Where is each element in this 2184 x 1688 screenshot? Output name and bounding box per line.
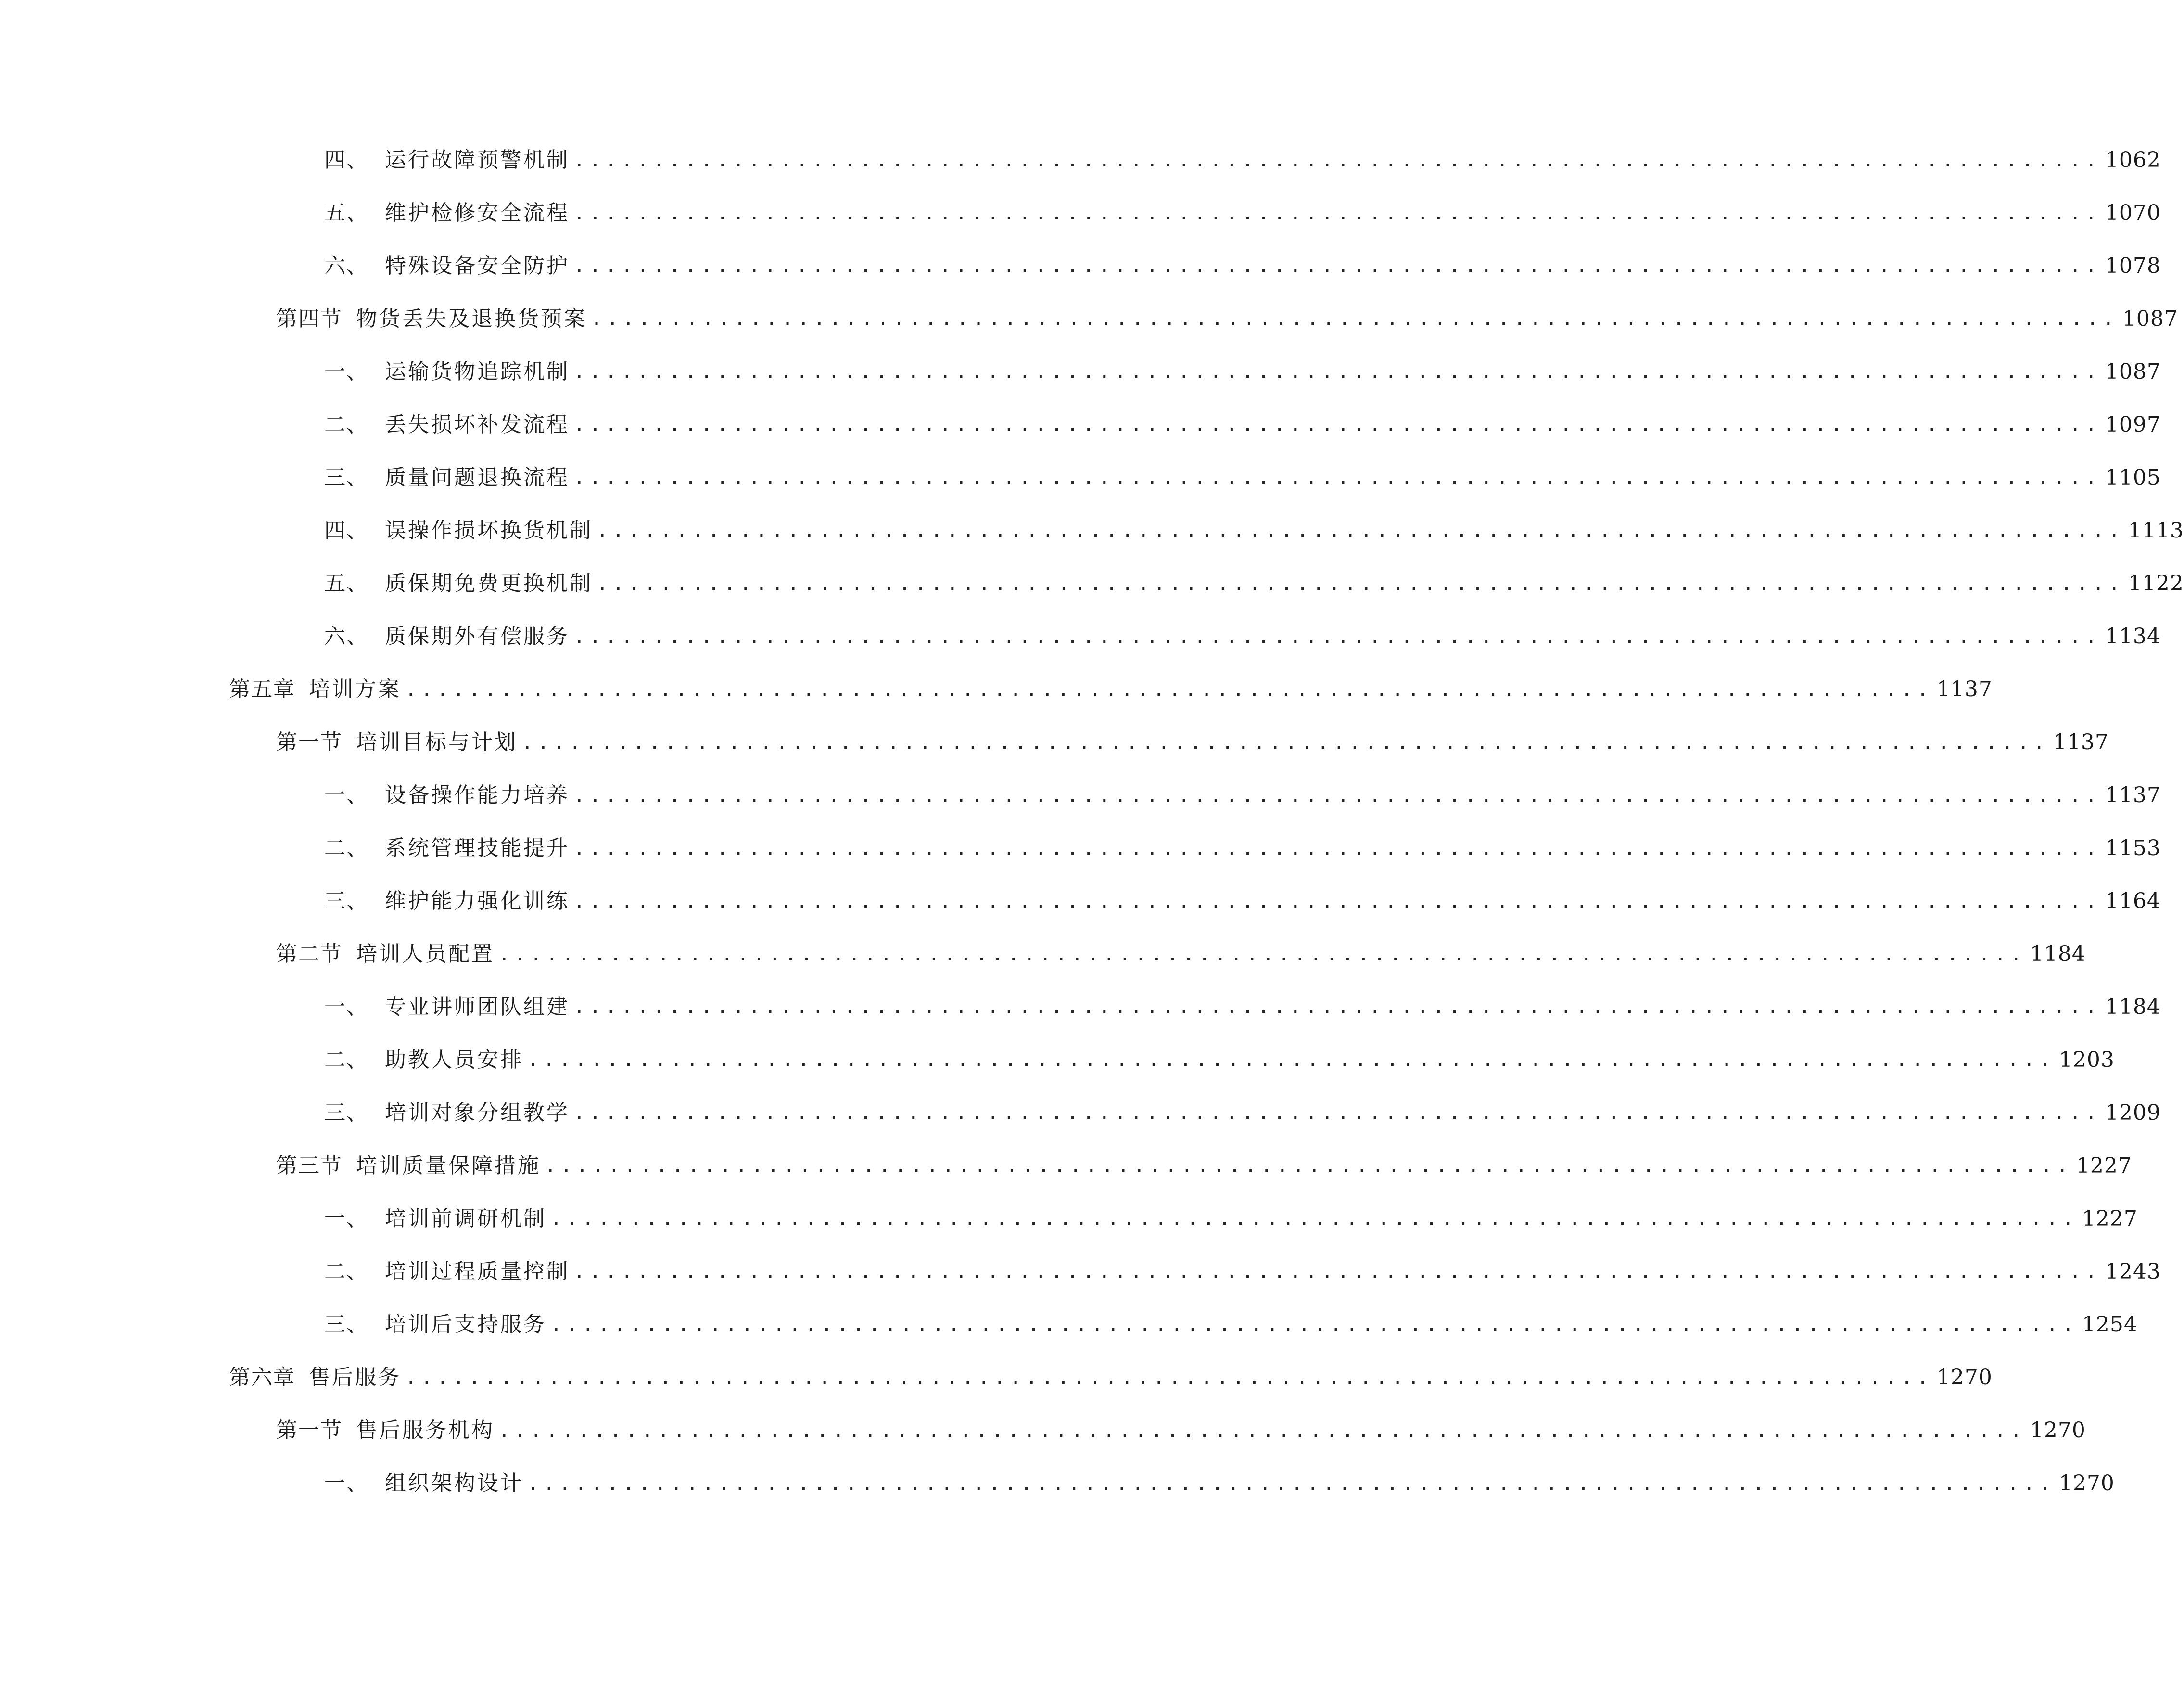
dot-leader: ................................................................................................ [597,520,2124,542]
toc-entry-number: 一、 [324,359,368,384]
toc-entry-page: 1243 [2105,1259,2161,1284]
toc-entry-page: 1227 [2076,1153,2132,1178]
toc-entry[interactable] [324,512,2184,550]
toc-entry-page: 1184 [2105,995,2161,1019]
toc-entry[interactable] [324,1464,2115,1503]
toc-entry-page: 1227 [2082,1206,2138,1231]
dot-leader: ................................................................................................ [573,890,2101,912]
toc-entry[interactable] [276,1411,2086,1450]
toc-entry[interactable] [276,935,2086,973]
toc-entry-page: 1254 [2082,1312,2138,1337]
toc-entry-page: 1270 [1936,1365,1993,1390]
toc-entry-page: 1078 [2105,254,2161,278]
toc-entry[interactable] [276,723,2109,762]
toc-entry[interactable] [324,1253,2161,1291]
toc-entry-title: 运输货物追踪机制 [385,359,570,384]
dot-leader: ................................................................................................ [573,996,2101,1018]
dot-leader: ................................................................................................ [573,149,2101,171]
toc-entry[interactable] [324,1305,2138,1344]
toc-entry-number: 第二节 [276,942,343,966]
toc-entry-number: 三、 [324,1100,368,1125]
toc-entry-page: 1105 [2105,465,2161,490]
dot-leader: ................................................................................................ [545,1155,2072,1177]
toc-entry-number: 二、 [324,836,368,860]
toc-entry-title: 助教人员安排 [385,1048,523,1072]
toc-entry-title: 培训目标与计划 [356,730,518,754]
toc-entry-number: 第四节 [276,307,343,331]
dot-leader: ................................................................................................ [573,837,2101,859]
toc-entry-page: 1122 [2128,571,2184,596]
toc-entry-number: 二、 [324,1259,368,1284]
toc-entry-page: 1209 [2105,1100,2161,1125]
toc-entry-number: 第五章 [229,677,295,702]
toc-entry[interactable] [324,353,2161,391]
toc-entry-page: 1153 [2105,836,2161,860]
toc-entry-page: 1137 [2053,730,2109,754]
toc-entry-title: 特殊设备安全防护 [385,254,570,278]
toc-entry-page: 1134 [2105,624,2161,649]
toc-entry-page: 1087 [2122,307,2178,331]
toc-entry-number: 四、 [324,518,368,543]
toc-entry-title: 维护能力强化训练 [385,889,570,913]
toc-entry-title: 培训对象分组教学 [385,1100,570,1125]
toc-entry[interactable] [229,1358,1993,1397]
toc-entry-number: 第一节 [276,730,343,754]
dot-leader: ................................................................................................ [527,1472,2055,1495]
toc-entry-page: 1137 [2105,783,2161,807]
toc-entry-title: 物货丢失及退换货预案 [356,307,587,331]
dot-leader: ................................................................................................ [573,1102,2101,1124]
toc-entry[interactable] [324,1200,2138,1238]
toc-entry-number: 三、 [324,1312,368,1337]
dot-leader: ................................................................................................ [405,1367,1933,1389]
toc-entry-number: 六、 [324,624,368,649]
dot-leader: ................................................................................................ [521,731,2049,754]
toc-entry-title: 维护检修安全流程 [385,201,570,225]
toc-entry-number: 六、 [324,254,368,278]
toc-entry[interactable] [324,406,2161,444]
toc-entry-number: 一、 [324,995,368,1019]
toc-entry[interactable] [276,300,2178,338]
toc-entry[interactable] [324,776,2161,815]
toc-entry-title: 培训后支持服务 [385,1312,546,1337]
toc-entry[interactable] [324,1094,2161,1132]
toc-entry-page: 1137 [1936,677,1993,702]
toc-entry[interactable] [324,194,2161,232]
dot-leader: ................................................................................................ [573,1261,2101,1283]
dot-leader: ................................................................................................ [573,784,2101,806]
dot-leader: ................................................................................................ [573,202,2101,224]
toc-entry-title: 售后服务机构 [356,1418,495,1443]
dot-leader: ................................................................................................ [573,467,2101,489]
toc-entry-number: 一、 [324,783,368,807]
toc-entry-page: 1270 [2058,1471,2115,1496]
toc-entry-title: 培训过程质量控制 [385,1259,570,1284]
dot-leader: ................................................................................................ [498,1419,2026,1442]
toc-entry[interactable] [324,141,2161,179]
dot-leader: ................................................................................................ [498,943,2026,965]
toc-entry-page: 1203 [2058,1048,2115,1072]
toc-entry-title: 组织架构设计 [385,1471,523,1496]
toc-entry-number: 五、 [324,571,368,596]
toc-entry-number: 第六章 [229,1365,295,1390]
dot-leader: ................................................................................................ [550,1314,2078,1336]
toc-entry[interactable] [324,564,2184,603]
toc-entry-page: 1070 [2105,201,2161,225]
toc-entry-title: 培训人员配置 [356,942,495,966]
dot-leader: ................................................................................................ [573,414,2101,436]
toc-entry-page: 1164 [2105,889,2161,913]
toc-entry-page: 1097 [2105,412,2161,437]
toc-entry-page: 1113 [2128,518,2184,543]
dot-leader: ................................................................................................ [527,1049,2055,1071]
toc-entry-number: 四、 [324,148,368,172]
toc-entry-title: 系统管理技能提升 [385,836,570,860]
toc-entry-title: 误操作损坏换货机制 [385,518,593,543]
dot-leader: ................................................................................................ [550,1208,2078,1230]
toc-entry[interactable] [324,247,2161,285]
toc-entry-number: 三、 [324,889,368,913]
toc-entry-number: 二、 [324,412,368,437]
toc-entry-page: 1062 [2105,148,2161,172]
toc-entry-title: 丢失损坏补发流程 [385,412,570,437]
toc-entry-title: 运行故障预警机制 [385,148,570,172]
dot-leader: ................................................................................................ [573,255,2101,277]
toc-entry[interactable] [324,459,2161,497]
toc-entry-page: 1087 [2105,359,2161,384]
toc-entry[interactable] [324,1041,2115,1079]
toc-entry-title: 培训前调研机制 [385,1206,546,1231]
toc-entry-number: 一、 [324,1471,368,1496]
dot-leader: ................................................................................................ [591,308,2119,330]
toc-entry-title: 设备操作能力培养 [385,783,570,807]
toc-entry-title: 售后服务 [309,1365,401,1390]
toc-entry-number: 一、 [324,1206,368,1231]
toc-entry-title: 质保期免费更换机制 [385,571,593,596]
toc-entry-number: 第三节 [276,1153,343,1178]
toc-entry-number: 二、 [324,1048,368,1072]
toc-entry-title: 培训质量保障措施 [356,1153,541,1178]
toc-entry[interactable] [229,670,1993,709]
toc-entry-title: 质保期外有偿服务 [385,624,570,649]
toc-entry-number: 五、 [324,201,368,225]
dot-leader: ................................................................................................ [573,361,2101,383]
toc-entry-page: 1184 [2030,942,2086,966]
toc-entry[interactable] [324,988,2161,1026]
toc-entry[interactable] [276,1147,2132,1185]
dot-leader: ................................................................................................ [573,626,2101,648]
toc-entry-page: 1270 [2030,1418,2086,1443]
toc-entry-title: 培训方案 [309,677,401,702]
toc-entry-number: 第一节 [276,1418,343,1443]
toc-entry[interactable] [324,882,2161,921]
toc-entry-title: 专业讲师团队组建 [385,995,570,1019]
toc-entry-title: 质量问题退换流程 [385,465,570,490]
toc-entry[interactable] [324,829,2161,868]
toc-entry-number: 三、 [324,465,368,490]
dot-leader: ................................................................................................ [597,573,2124,595]
toc-entry[interactable] [324,617,2161,656]
dot-leader: ................................................................................................ [405,678,1933,701]
